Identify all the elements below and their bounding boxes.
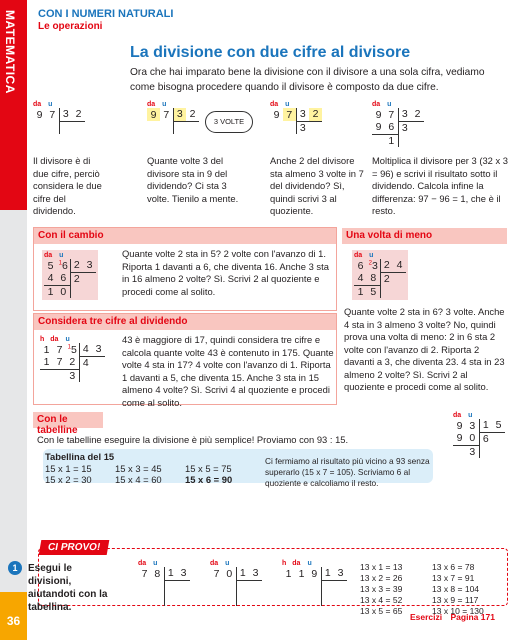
section-header: CON I NUMERI NATURALI bbox=[38, 8, 174, 20]
exercise-number: 1 bbox=[8, 561, 22, 575]
footer-page: Pagina 171 bbox=[450, 612, 495, 622]
division-1: da u 7 8 1 3 bbox=[138, 560, 190, 606]
tabelline-panel bbox=[43, 449, 433, 488]
step3-diagram: da u 9 7 3 2 3 bbox=[270, 101, 322, 134]
tabellina-13-b: 13 x 6 = 78 13 x 7 = 91 13 x 8 = 104 13 x 9 = 117 13 x 10 = 130 bbox=[432, 562, 484, 616]
tabelline-subtitle: Tabellina del 15 bbox=[45, 451, 115, 462]
cloud-3-volte: 3 VOLTE bbox=[205, 111, 253, 133]
intro-text: Ora che hai imparato bene la divisione con il divisore a una sola cifra, vediamo come bisogna procedere quando il divisore è composto da due cifre. bbox=[130, 67, 485, 93]
footer-exercises-link[interactable] bbox=[410, 612, 495, 622]
cambio-title: Con il cambio bbox=[34, 228, 336, 244]
tabellina-13-a: 13 x 1 = 13 13 x 2 = 26 13 x 3 = 39 13 x 4 = 52 13 x 5 = 65 bbox=[360, 562, 403, 616]
step4-text: Moltiplica il divisore per 3 (32 x 3 = 96) e scrivi il risultato sotto il dividendo. Calcola infine la differenza: 97 − 96 = 1, che è il resto. bbox=[372, 155, 508, 216]
fact: 15 x 4 = 60 bbox=[115, 474, 162, 485]
page-number: 36 bbox=[0, 592, 27, 640]
fact: 15 x 5 = 75 bbox=[185, 463, 232, 474]
step2-diagram: da u 9 7 3 2 bbox=[147, 101, 199, 134]
box-tre-cifre bbox=[33, 313, 337, 408]
meno-title: Una volta di meno bbox=[342, 228, 507, 244]
meno-diagram: da u 6 $^2$3 2 4 4 8 2 1 5 bbox=[352, 250, 408, 300]
tabelline-diagram: da u 9 3 1 5 9 0 6 3 bbox=[453, 412, 505, 458]
fact: 15 x 2 = 30 bbox=[45, 474, 92, 485]
tre-diagram: h da u 1 7 $^1$5 4 3 1 7 2 4 3 bbox=[40, 336, 105, 382]
division-3: h da u 1 1 9 1 3 bbox=[282, 560, 347, 606]
step1-text: Il divisore è di due cifre, perciò considera le due cifre del dividendo. bbox=[33, 155, 102, 216]
tabelline-title: Con le tabelline bbox=[33, 412, 103, 428]
step1-diagram: da u 9 7 3 2 bbox=[33, 101, 85, 134]
tabelline-note: Ci fermiamo al risultato più vicino a 93 senza superarlo (15 x 7 = 105). Scriviamo 6 al quoziente e calcoliamo il resto. bbox=[265, 456, 430, 488]
sidebar bbox=[0, 0, 27, 640]
exercise-instructions: Esegui le divisioni, aiutandoti con la tabellina. bbox=[28, 563, 108, 613]
fact: 15 x 3 = 45 bbox=[115, 463, 162, 474]
step3-text: Anche 2 del divisore sta almeno 3 volte in 7 del dividendo? Sì, quindi scrivi 3 al quoziente. bbox=[270, 155, 364, 216]
box-tabelline bbox=[33, 412, 508, 488]
tre-text: 43 è maggiore di 17, quindi considera tre cifre e calcola quante volte 43 è contenuto in 175. Quante volte 4 sta in 17? 4 volte con l'avanzo di 1. Riporta 1 davanti a 5, che diventa 15. Anche 3 sta in 15 almeno 4 volte? Sì. Scrivi 4 al quoziente e procedi come al solito. bbox=[122, 334, 334, 408]
page-title: La divisione con due cifre al divisore bbox=[130, 44, 411, 61]
cambio-diagram: da u 5 $^1$6 2 3 4 6 2 1 0 bbox=[42, 250, 98, 300]
topic-header: Le operazioni bbox=[38, 21, 103, 32]
fact: 15 x 6 = 90 bbox=[185, 474, 233, 485]
fact: 15 x 1 = 15 bbox=[45, 463, 92, 474]
cambio-text: Quante volte 2 sta in 5? 2 volte con l'avanzo di 1. Riporta 1 davanti a 6, che diventa 16. Anche 3 sta in 16 almeno 2 volte? Sì. Scrivi 2 al quoziente e procedi come al solito. bbox=[122, 248, 329, 297]
tre-title: Considera tre cifre al dividendo bbox=[34, 314, 336, 330]
box-cambio bbox=[33, 227, 337, 311]
division-2: da u 7 0 1 3 bbox=[210, 560, 262, 606]
step2-text: Quante volte 3 del divisore sta in 9 del dividendo? Ci sta 3 volte. Tienilo a mente. bbox=[147, 155, 239, 204]
tabelline-intro: Con le tabelline eseguire la divisione è più semplice! Proviamo con 93 : 15. bbox=[37, 434, 349, 445]
subject-label: MATEMATICA bbox=[3, 10, 17, 94]
step4-diagram: da u 9 7 3 2 9 6 3 1 bbox=[372, 101, 424, 147]
box-meno bbox=[341, 227, 508, 405]
ci-provo-tag: CI PROVO! bbox=[39, 540, 110, 555]
footer-label: Esercizi bbox=[410, 612, 443, 622]
meno-text: Quante volte 2 sta in 6? 3 volte. Anche 4 sta in 3 almeno 3 volte? No, quindi prova una volta di meno: 2 in 6 sta 2 volte con l'avanzo di 2. Riporta 2 davanti a 3, che diventa 23. 4 sta in 23 almeno 2 volte? Sì. Scrivi 2 al quoziente e procedi come al solito. bbox=[344, 306, 505, 392]
